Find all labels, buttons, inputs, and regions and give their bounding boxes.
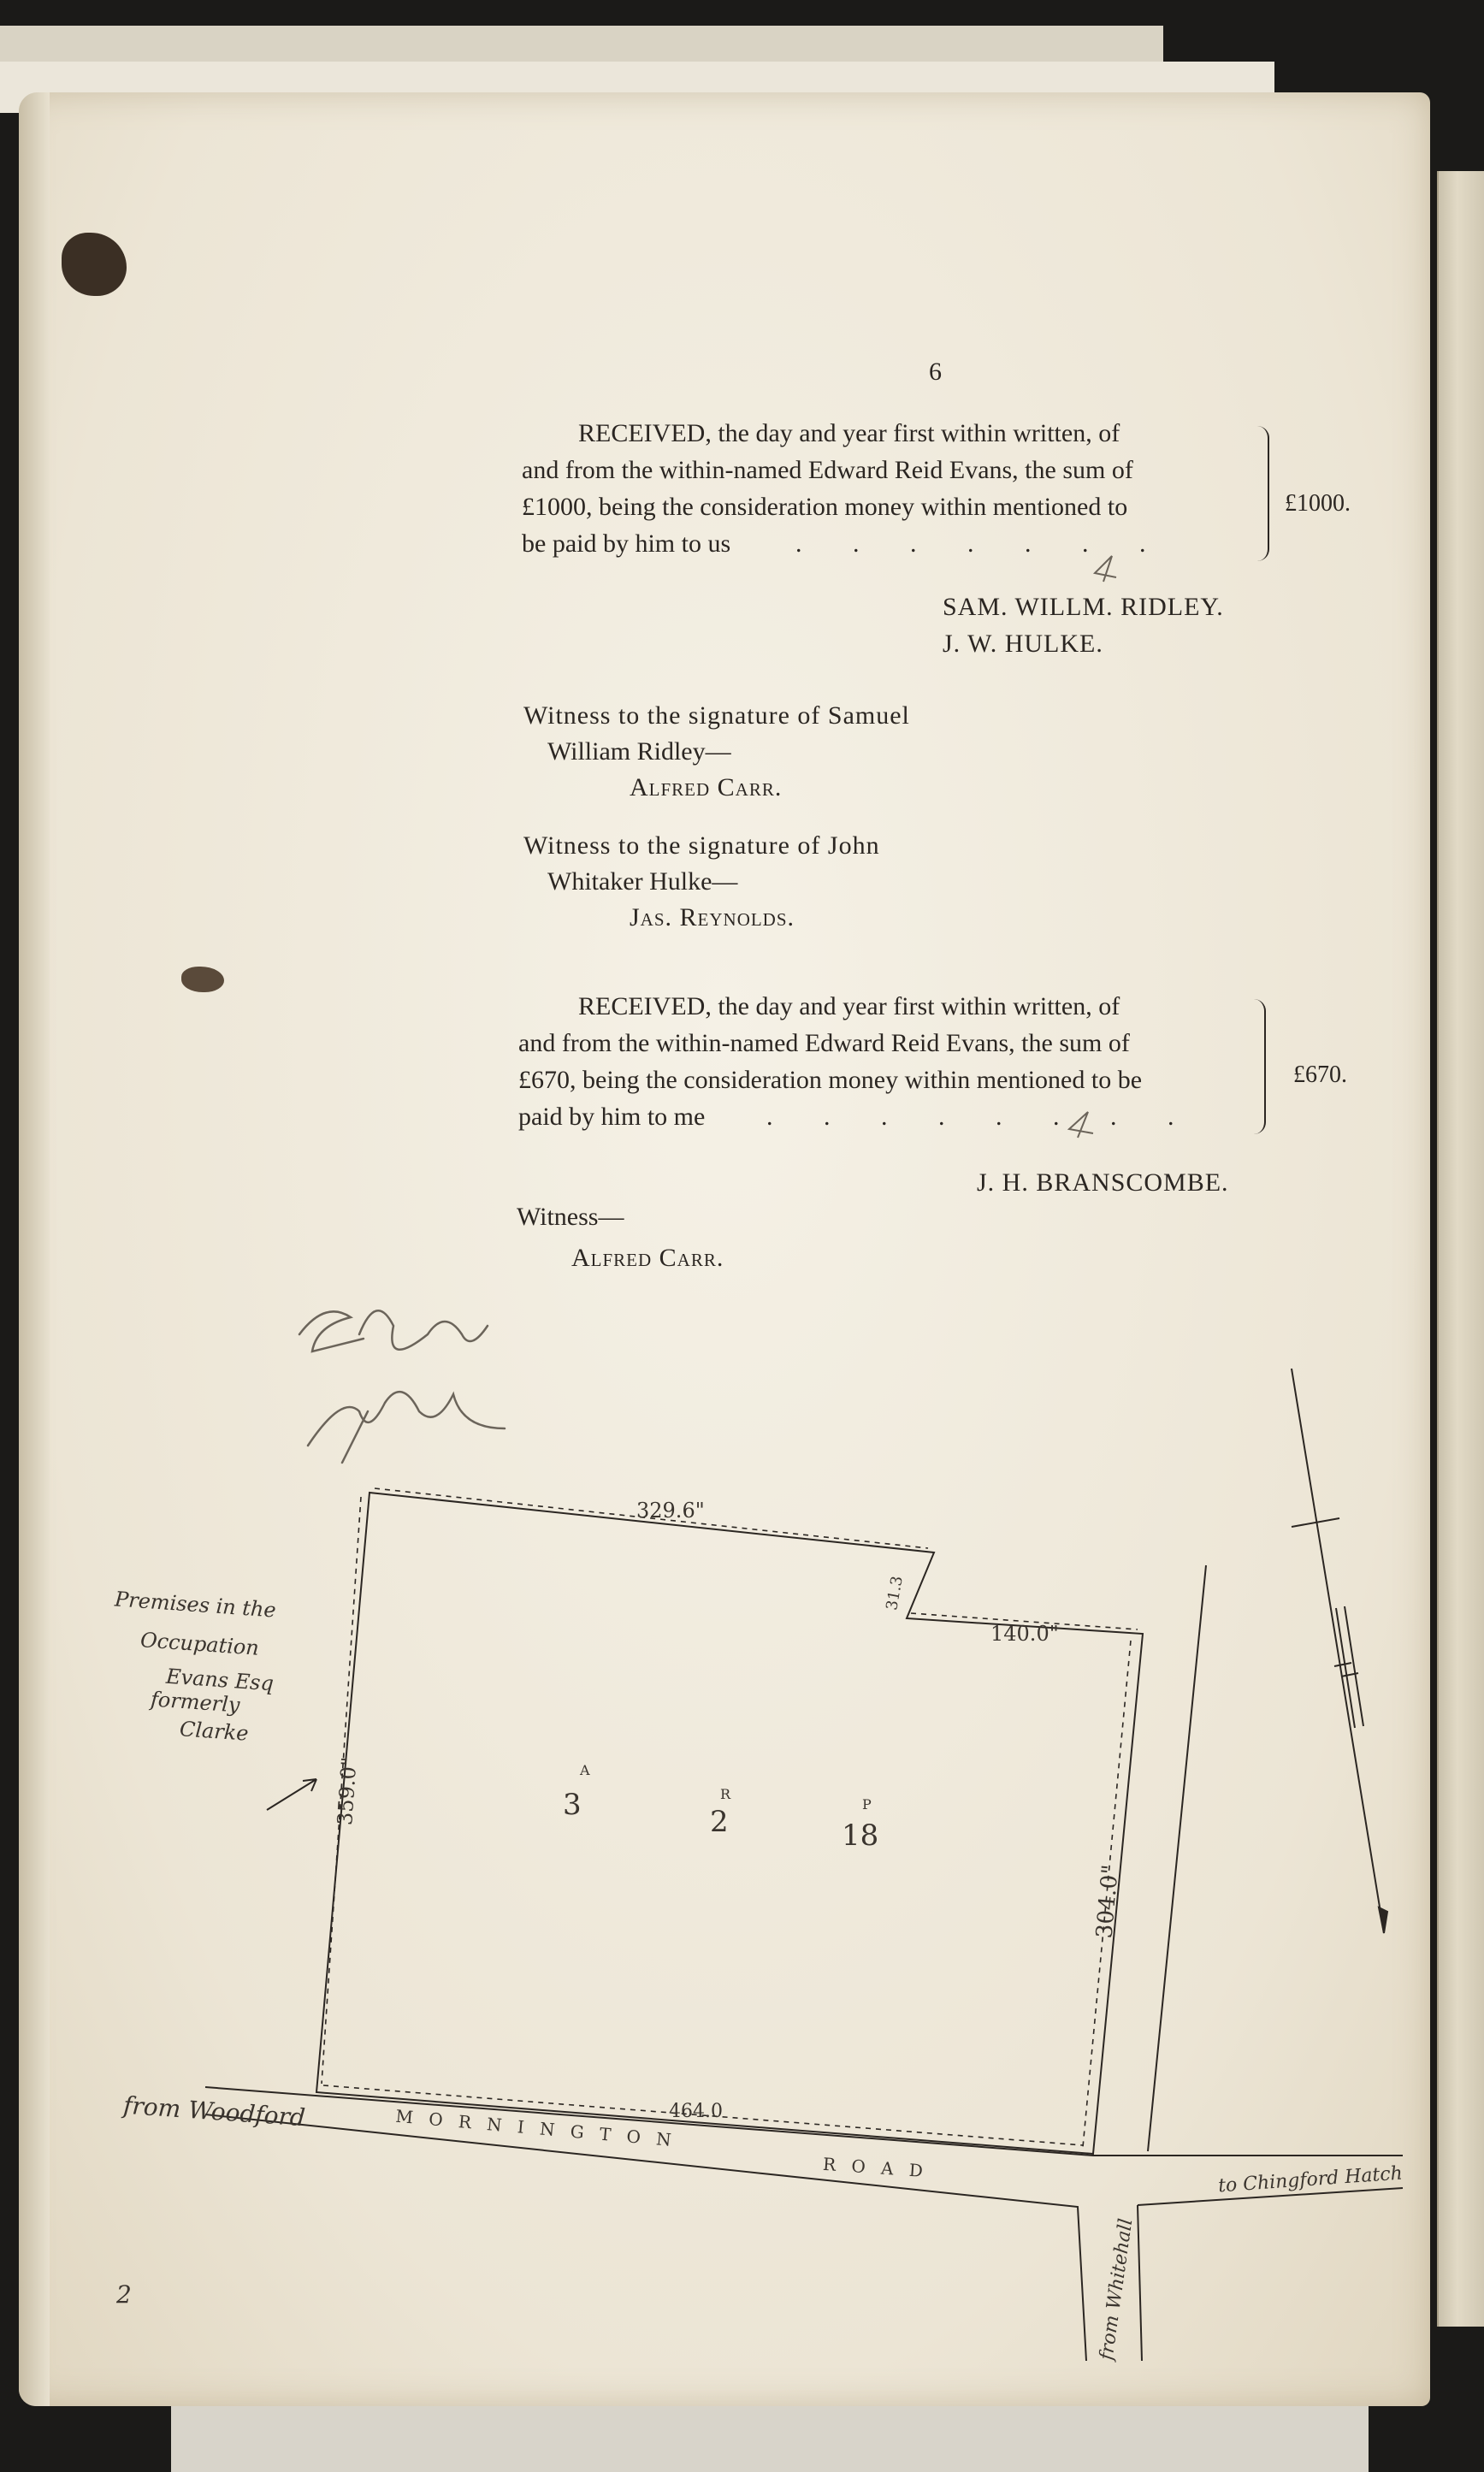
signatory-hulke: J. W. HULKE. xyxy=(943,630,1103,658)
witness-3-name: Alfred Carr. xyxy=(571,1244,724,1272)
margin-mark: 2 xyxy=(116,2280,132,2309)
area-perches: 18 xyxy=(842,1819,879,1853)
premises-note-line-1: Premises in the xyxy=(114,1587,277,1623)
plan-dim-bottom: 464.0 xyxy=(669,2101,723,2122)
road-east-boundary xyxy=(1148,1565,1206,2151)
premises-note-line-5: Clarke xyxy=(179,1717,250,1746)
witness-1-name: Alfred Carr. xyxy=(630,773,783,801)
road-to-chingford: to Chingford Hatch xyxy=(1217,2162,1404,2197)
premises-note-line-4: formerly xyxy=(150,1687,241,1718)
receipt-1-dots: . . . . . . . xyxy=(795,529,1168,558)
witness-3-label: Witness— xyxy=(517,1203,624,1231)
page-number: 6 xyxy=(929,358,942,386)
road-from-woodford: from Woodford xyxy=(122,2091,307,2132)
plan-dim-inner: 140.0" xyxy=(990,1622,1059,1646)
road-suffix: R O A D xyxy=(822,2153,929,2182)
witness-2-name: Jas. Reynolds. xyxy=(630,903,795,931)
receipt-2-line-4: paid by him to me xyxy=(518,1103,706,1131)
plot-boundary xyxy=(316,1493,1143,2154)
road-south-edge xyxy=(205,2114,1086,2361)
receipt-1-line-1: RECEIVED, the day and year first within written, of xyxy=(578,419,1120,447)
plan-dim-top: 329.6" xyxy=(636,1499,705,1523)
receipt-1-line-4: be paid by him to us xyxy=(522,529,731,558)
receipt-2-line-3: £670, being the consideration money within mentioned to be xyxy=(518,1066,1143,1094)
premises-note-line-3: Evans Esq xyxy=(165,1664,275,1696)
signatory-branscombe: J. H. BRANSCOMBE. xyxy=(977,1168,1229,1197)
area-unit-a: A xyxy=(580,1762,590,1778)
area-unit-p: P xyxy=(862,1796,872,1813)
road-name: M O R N I N G T O N xyxy=(394,2105,677,2151)
area-acres: 3 xyxy=(563,1788,582,1822)
witness-2-line-1: Witness to the signature of John xyxy=(523,831,880,860)
receipt-2-amount: £670. xyxy=(1293,1062,1347,1088)
area-roods: 2 xyxy=(710,1805,729,1839)
plan-dim-notch: 31.3 xyxy=(883,1574,907,1612)
witness-2-line-2: Whitaker Hulke— xyxy=(547,867,738,896)
receipt-1-line-2: and from the within-named Edward Reid Evans, the sum of xyxy=(522,456,1133,484)
premises-note-line-2: Occupation xyxy=(139,1628,260,1660)
receipt-2-line-1: RECEIVED, the day and year first within written, of xyxy=(578,992,1120,1020)
receipt-2-line-2: and from the within-named Edward Reid Evans, the sum of xyxy=(518,1029,1130,1057)
area-unit-r: R xyxy=(720,1786,731,1802)
receipt-1-amount: £1000. xyxy=(1285,490,1351,517)
plan-dim-left: 359.0" xyxy=(333,1756,362,1826)
witness-1-line-1: Witness to the signature of Samuel xyxy=(523,701,910,730)
road-from-whitehall: from Whitehall xyxy=(1096,2217,1138,2362)
north-arrow xyxy=(1292,1369,1384,1933)
receipt-1-line-3: £1000, being the consideration money within mentioned to xyxy=(522,493,1128,521)
plan-dim-right: 304.0" xyxy=(1091,1863,1124,1940)
receipt-2-dots: . . . . . . . . xyxy=(766,1103,1197,1131)
signatory-ridley: SAM. WILLM. RIDLEY. xyxy=(943,593,1224,621)
witness-1-line-2: William Ridley— xyxy=(547,737,731,766)
